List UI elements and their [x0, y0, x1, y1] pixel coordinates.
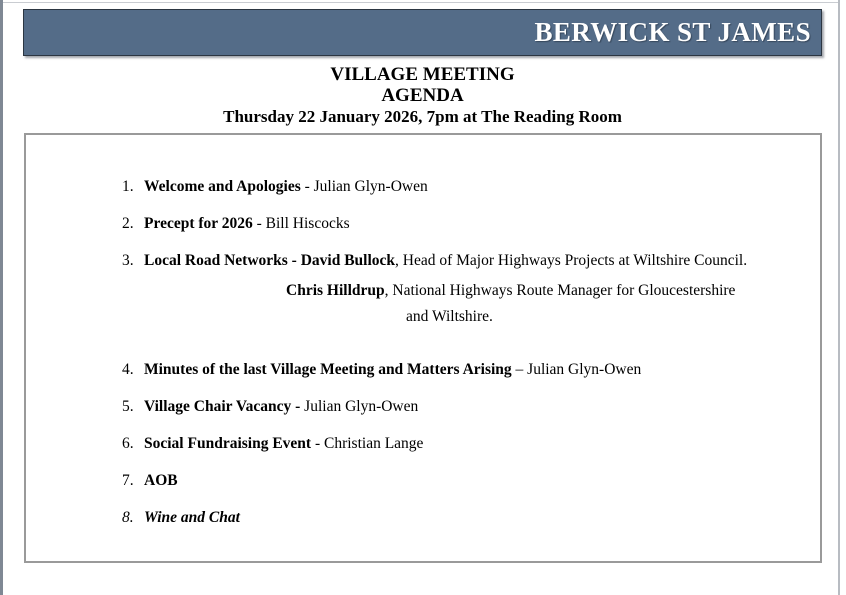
agenda-item-title: Welcome and Apologies: [144, 178, 301, 195]
page-title: VILLAGE MEETING: [330, 64, 515, 85]
agenda-item-number: 8.: [122, 509, 134, 526]
village-banner: [23, 9, 822, 56]
speaker-role-continued: and Wiltshire.: [406, 308, 493, 325]
agenda-item-title: Precept for 2026: [144, 215, 253, 232]
agenda-content-box: [24, 133, 822, 563]
agenda-item-7: [122, 471, 812, 491]
page-subtitle: AGENDA: [381, 85, 464, 106]
agenda-item-number: 5.: [122, 398, 134, 415]
agenda-item-title: Minutes of the last Village Meeting and Matters Arising: [144, 361, 512, 378]
agenda-item-4: [122, 360, 812, 380]
agenda-item-presenter: - Christian Lange: [311, 435, 424, 452]
agenda-item-presenter: - Bill Hiscocks: [252, 215, 350, 232]
agenda-item-number: 6.: [122, 435, 134, 452]
speaker-role: , National Highways Route Manager for Gloucestershire: [384, 282, 736, 299]
agenda-list: [122, 177, 812, 545]
agenda-item-3: [122, 251, 812, 330]
agenda-item-presenter: Julian Glyn-Owen: [300, 398, 419, 415]
agenda-item-3-speaker-2-wrap: [166, 304, 812, 330]
village-name-title: BERWICK ST JAMES: [534, 17, 811, 47]
agenda-item-number: 1.: [122, 178, 134, 195]
agenda-item-title: Wine and Chat: [144, 509, 240, 526]
agenda-item-title: Local Road Networks - David Bullock: [144, 252, 396, 269]
agenda-item-1: [122, 177, 812, 197]
agenda-item-number: 4.: [122, 361, 134, 378]
meeting-datetime-location: Thursday 22 January 2026, 7pm at The Reading Room: [223, 107, 622, 126]
agenda-item-8: [122, 508, 812, 528]
agenda-item-number: 3.: [122, 252, 134, 269]
agenda-item-number: 7.: [122, 472, 134, 489]
agenda-item-title: AOB: [144, 472, 178, 489]
speaker-name: Chris Hilldrup: [286, 282, 385, 299]
document-title-block: [23, 64, 822, 127]
agenda-item-number: 2.: [122, 215, 134, 232]
agenda-item-6: [122, 434, 812, 454]
agenda-item-presenter: , Head of Major Highways Projects at Wiltshire Council.: [395, 252, 748, 269]
agenda-item-2: [122, 214, 812, 234]
agenda-item-presenter: – Julian Glyn-Owen: [511, 361, 642, 378]
agenda-item-title: Village Chair Vacancy -: [144, 398, 301, 415]
agenda-item-3-continuation: [166, 278, 812, 330]
agenda-item-title: Social Fundraising Event: [144, 435, 312, 452]
agenda-item-presenter: - Julian Glyn-Owen: [300, 178, 428, 195]
agenda-item-5: [122, 397, 812, 417]
agenda-item-3-speaker-2: [166, 278, 812, 304]
